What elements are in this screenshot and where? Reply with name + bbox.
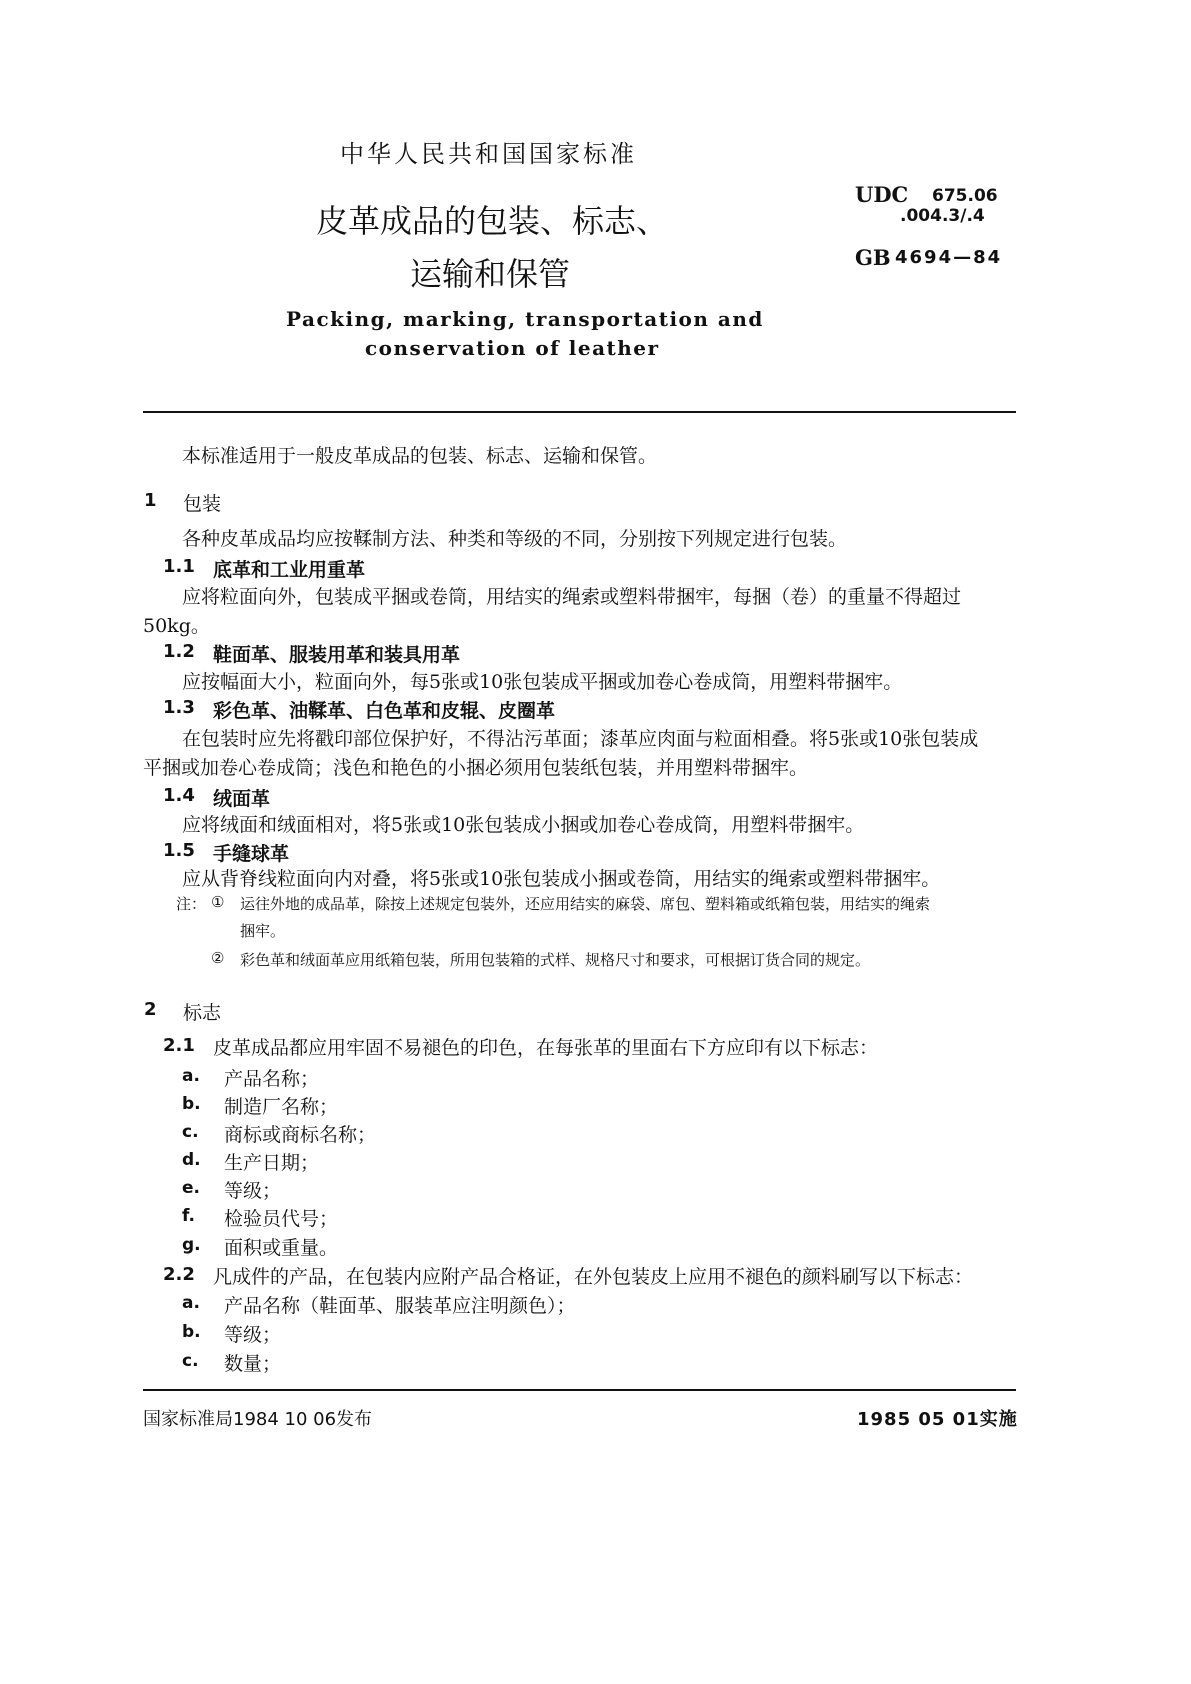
udc-label: UDC bbox=[855, 182, 909, 207]
section-1-4-title: 绒面革 bbox=[213, 788, 271, 810]
gb-number: 4694—84 bbox=[895, 247, 1003, 268]
note-1-line1: 运往外地的成品革，除按上述规定包装外，还应用结实的麻袋、席包、塑料箱或纸箱包装，用结实的绳索 bbox=[240, 895, 931, 913]
section-1-5-number: 1.5 bbox=[163, 840, 195, 861]
list-item-label: b. bbox=[182, 1094, 201, 1114]
list-item-text: 产品名称（鞋面革、服装革应注明颜色）； bbox=[224, 1295, 576, 1317]
list-item-text: 产品名称； bbox=[224, 1068, 320, 1090]
section-1-1-text-line2: 50kg。 bbox=[143, 615, 210, 637]
note-1-line2: 捆牢。 bbox=[240, 922, 286, 940]
list-item-text: 数量； bbox=[224, 1353, 282, 1375]
section-1-5-text: 应从背脊线粒面向内对叠，将5张或10张包装成小捆或卷筒，用结实的绳索或塑料带捆牢。 bbox=[182, 868, 941, 890]
issued-date: 国家标准局1984 10 06发布 bbox=[143, 1409, 373, 1430]
list-item-label: a. bbox=[182, 1066, 200, 1086]
section-1-4-text: 应将绒面和绒面相对，将5张或10张包装成小捆或加卷心卷成筒，用塑料带捆牢。 bbox=[182, 814, 865, 836]
section-2-2-text: 凡成件的产品，在包装内应附产品合格证，在外包装皮上应用不褪色的颜料刷写以下标志： bbox=[213, 1266, 974, 1288]
list-item-label: a. bbox=[182, 1293, 200, 1313]
list-item-text: 检验员代号； bbox=[224, 1208, 339, 1230]
section-1-1-title: 底革和工业用重革 bbox=[213, 559, 366, 581]
section-1-2-title: 鞋面革、服装用革和装具用革 bbox=[213, 644, 461, 666]
notes-label: 注： bbox=[176, 895, 207, 913]
english-title-line1: Packing, marking, transportation and bbox=[286, 307, 764, 331]
document-title-line2: 运输和保管 bbox=[410, 255, 571, 293]
section-1-2-number: 1.2 bbox=[163, 641, 195, 662]
gb-label: GB bbox=[855, 245, 891, 270]
list-item-text: 商标或商标名称； bbox=[224, 1124, 377, 1146]
national-standard-heading: 中华人民共和国国家标准 bbox=[340, 140, 637, 168]
note-2-text: 彩色革和绒面革应用纸箱包装，所用包装箱的式样、规格尺寸和要求，可根据订货合同的规定。 bbox=[240, 951, 871, 969]
list-item-text: 等级； bbox=[224, 1324, 282, 1346]
section-2-1-number: 2.1 bbox=[163, 1035, 195, 1056]
header-divider bbox=[143, 411, 1016, 413]
list-item-label: d. bbox=[182, 1150, 201, 1170]
list-item-label: f. bbox=[182, 1206, 195, 1226]
section-1-5-title: 手缝球革 bbox=[213, 843, 290, 865]
section-1-3-number: 1.3 bbox=[163, 697, 195, 718]
list-item-label: b. bbox=[182, 1322, 201, 1342]
section-1-title: 包装 bbox=[183, 493, 222, 515]
section-1-1-text-line1: 应将粒面向外，包装成平捆或卷筒，用结实的绳索或塑料带捆牢，每捆（卷）的重量不得超过 bbox=[182, 586, 962, 608]
note-2-marker: ② bbox=[211, 949, 225, 967]
list-item-label: e. bbox=[182, 1178, 200, 1198]
list-item-text: 制造厂名称； bbox=[224, 1096, 339, 1118]
effective-date: 1985 05 01实施 bbox=[857, 1409, 1018, 1430]
section-2-number: 2 bbox=[144, 999, 157, 1020]
list-item-label: g. bbox=[182, 1235, 201, 1255]
section-2-title: 标志 bbox=[183, 1002, 222, 1024]
list-item-text: 等级； bbox=[224, 1180, 282, 1202]
section-1-3-text-line2: 平捆或加卷心卷成筒；浅色和艳色的小捆必须用包装纸包装，并用塑料带捆牢。 bbox=[143, 757, 809, 779]
section-1-4-number: 1.4 bbox=[163, 785, 195, 806]
section-1-3-text-line1: 在包装时应先将戳印部位保护好，不得沾污革面；漆革应肉面与粒面相叠。将5张或10张包装成 bbox=[182, 728, 979, 750]
section-2-1-text: 皮革成品都应用牢固不易褪色的印色，在每张革的里面右下方应印有以下标志： bbox=[213, 1037, 879, 1059]
footer-divider bbox=[143, 1389, 1016, 1391]
document-title-line1: 皮革成品的包装、标志、 bbox=[316, 202, 669, 240]
list-item-label: c. bbox=[182, 1351, 199, 1371]
section-1-intro: 各种皮革成品均应按鞣制方法、种类和等级的不同，分别按下列规定进行包装。 bbox=[182, 528, 848, 550]
list-item-text: 生产日期； bbox=[224, 1152, 320, 1174]
section-2-2-number: 2.2 bbox=[163, 1264, 195, 1285]
udc-code-1: 675.06 bbox=[932, 186, 998, 206]
english-title-line2: conservation of leather bbox=[365, 336, 660, 360]
note-1-marker: ① bbox=[211, 893, 225, 911]
section-1-number: 1 bbox=[144, 490, 157, 511]
section-1-1-number: 1.1 bbox=[163, 556, 195, 577]
list-item-label: c. bbox=[182, 1122, 199, 1142]
list-item-text: 面积或重量。 bbox=[224, 1237, 339, 1259]
udc-code-2: .004.3/.4 bbox=[900, 206, 985, 226]
section-1-2-text: 应按幅面大小，粒面向外，每5张或10张包装成平捆或加卷心卷成筒，用塑料带捆牢。 bbox=[182, 671, 903, 693]
scope-statement: 本标准适用于一般皮革成品的包装、标志、运输和保管。 bbox=[182, 445, 658, 467]
section-1-3-title: 彩色革、油鞣革、白色革和皮辊、皮圈革 bbox=[213, 700, 556, 722]
